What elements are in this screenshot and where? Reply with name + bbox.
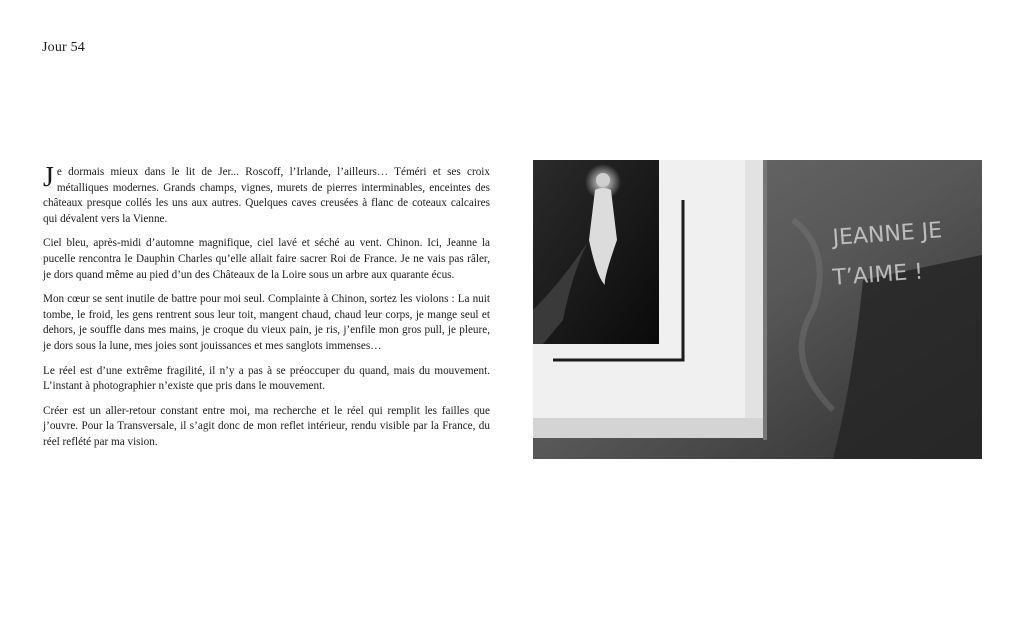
paragraph-4: Le réel est d’une extrême fragilité, il n’y a pas à se préoccuper du quand, mais du mouvement. L’instant à photographier n’existe que pris dans le mouvement. (43, 364, 490, 393)
graffiti-line-1: JEANNE JE (831, 218, 943, 251)
paragraph-3: Mon cœur se sent inutile de battre pour moi seul. Complainte à Chinon, sortez les violons : La nuit tombe, le froid, les gens rentrent sous leur toit, mangent chaud, chaud leur corps, je mange seul et dehors, je souffle dans mes mains, je croque du vieux pain, je ris, j’enfile mon gros pull, je pleure, je dors sous la lune, mes joies sont jouissances et mes sanglots immenses… (43, 293, 490, 352)
paragraph-2: Ciel bleu, après-midi d’automne magnifique, ciel lavé et séché au vent. Chinon. Ici, Jeanne la pucelle rencontra le Dauphin Charles qu’elle allait faire sacrer Roi de France. Je ne vais pas râler, je dors quand même au pied d’un des Châteaux de la Loire sous un arbre aux quarante écus. (43, 237, 490, 281)
graffiti-line-2: T’AIME ! (831, 259, 924, 291)
photo-graphic (533, 160, 982, 459)
page-title: Jour 54 (42, 40, 86, 55)
photograph (533, 160, 982, 459)
body-text (43, 162, 490, 460)
paragraph-5: Créer est un aller-retour constant entre moi, ma recherche et le réel qui remplit les failles que j’ouvre. Pour la Transversale, il s’agit donc de mon reflet intérieur, rendu visible par la France, du réel reflété par ma vision. (43, 404, 490, 448)
drop-cap: J (43, 162, 54, 193)
paragraph-1-text: e dormais mieux dans le lit de Jer... Roscoff, l’Irlande, l’ailleurs… Téméri et ses croix métalliques modernes. Grands champs, vignes, murets de pierres interminables, enceintes des châteaux presque collés les uns aux autres. Quelques caves creusées à flanc de coteaux calcaires qui dévalent vers la Vienne. (43, 166, 490, 225)
paragraph-1 (43, 162, 490, 227)
